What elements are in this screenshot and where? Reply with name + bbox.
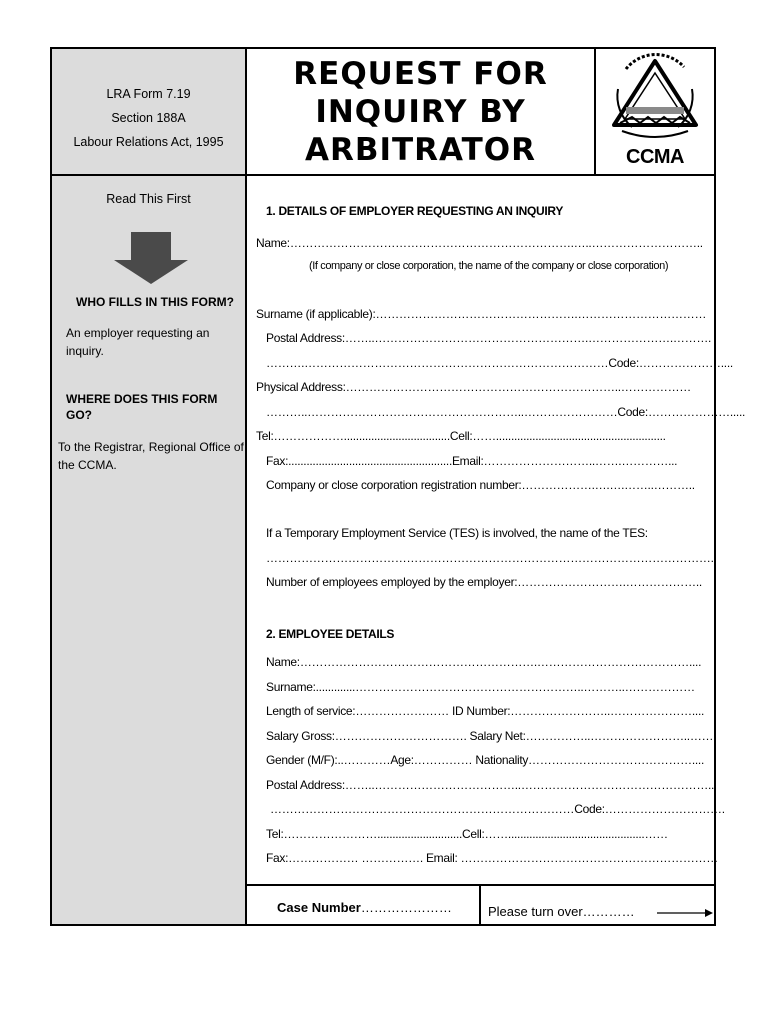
logo-text: CCMA	[626, 146, 684, 168]
employer-name-note: (If company or close corporation, the name of the company or close corporation)	[309, 260, 669, 272]
where-goes-answer-2: the CCMA.	[58, 458, 117, 472]
employer-postal-code-field[interactable]: ……….……………………………………………………………………Code:…………………....	[266, 356, 733, 370]
case-number-label: Case Number	[277, 900, 361, 915]
employee-name-field[interactable]: Name:…………………………………………………….…………………………………....	[266, 655, 702, 669]
section-number: Section 188A	[111, 111, 186, 125]
employer-physical-code-field[interactable]: ………..………………………………………………..……………………Code:………………….....	[266, 405, 746, 419]
title-line-1: REQUEST FOR	[293, 55, 548, 92]
service-id-field[interactable]: Length of service:…………………… ID Number:……………………..…………………....	[266, 704, 705, 718]
employee-postal-field[interactable]: Postal Address:……..………………………………..…………………………………………..	[266, 778, 715, 792]
gender-age-nationality-field[interactable]: Gender (M/F):..…………Age:…………… Nationality……………………………………....	[266, 753, 704, 767]
section1-heading: 1. DETAILS OF EMPLOYER REQUESTING AN INQUIRY	[266, 204, 564, 218]
form-number: LRA Form 7.19	[106, 87, 191, 101]
employee-fax-email-field[interactable]: Fax:……………… ……………. Email: …………………………………………………………	[266, 851, 718, 865]
employer-tel-cell-field[interactable]: Tel:………………...................................Cell:……........................................................	[256, 429, 666, 443]
form-title	[247, 49, 596, 176]
down-arrow-icon	[114, 232, 188, 284]
request-form	[50, 47, 746, 926]
employer-surname-field[interactable]: Surname (if applicable):…………………………………………….……………………………	[256, 307, 707, 321]
employer-fax-email-field[interactable]: Fax:......................................................Email:………………………..…….…………...	[266, 454, 678, 468]
where-goes-heading-1: WHERE DOES THIS FORM	[66, 392, 218, 406]
ccma-triangle-icon	[596, 49, 714, 146]
ccma-logo	[596, 49, 714, 176]
turn-over-text: Please turn over…………	[488, 904, 635, 919]
case-number-dots: …………………	[360, 900, 452, 915]
employer-name-field[interactable]: Name:……………………………………………………………….…..………………………..	[256, 236, 703, 250]
employee-postal-code-field[interactable]: ……………………………………………………………………Code:………………………….	[270, 802, 725, 816]
who-fills-answer-2: inquiry.	[66, 344, 104, 358]
form-body	[247, 176, 746, 886]
employee-count-field[interactable]: Number of employees employed by the employer:……………………….………………..	[266, 575, 702, 589]
who-fills-answer-1: An employer requesting an	[66, 326, 210, 340]
where-goes-answer-1: To the Registrar, Regional Office of	[58, 440, 244, 454]
tes-name-field[interactable]: …………………………………………………………………………………………………….	[266, 551, 714, 565]
salary-field[interactable]: Salary Gross:……………………………. Salary Net:……………..……………………..……	[266, 729, 714, 743]
act-name: Labour Relations Act, 1995	[73, 135, 224, 149]
employee-surname-field[interactable]: Surname:.............…………………………………………………..………..………………	[266, 680, 695, 694]
employee-tel-cell-field[interactable]: Tel:……………………............................Cell:…….............................................……	[266, 827, 668, 841]
sidebar	[52, 49, 247, 924]
title-line-3: ARBITRATOR	[305, 131, 536, 168]
form-reference	[52, 49, 245, 176]
where-goes-heading-2: GO?	[66, 408, 92, 422]
tes-question: If a Temporary Employment Service (TES) is involved, the name of the TES:	[266, 526, 648, 540]
who-fills-heading: WHO FILLS IN THIS FORM?	[76, 295, 234, 309]
registration-number-field[interactable]: Company or close corporation registration number:……………….….….……..………..	[266, 478, 695, 492]
section2-heading: 2. EMPLOYEE DETAILS	[266, 627, 395, 641]
employer-physical-field[interactable]: Physical Address:……………………………………………………………..………………	[256, 380, 691, 394]
employer-postal-field[interactable]: Postal Address:……..……………………………………………….………………….……….	[266, 331, 712, 345]
read-first-label: Read This First	[106, 192, 191, 206]
right-arrow-icon	[657, 908, 713, 918]
case-number-box[interactable]	[247, 886, 481, 924]
title-line-2: INQUIRY BY	[315, 93, 526, 130]
footer-row	[247, 884, 714, 924]
